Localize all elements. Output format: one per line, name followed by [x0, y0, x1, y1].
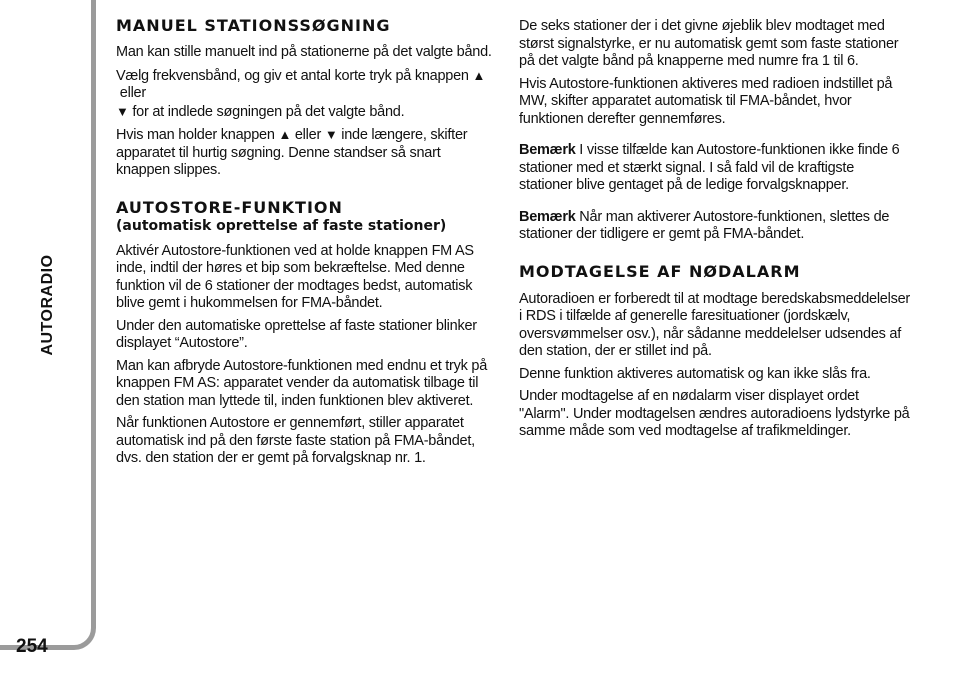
down-arrow-icon: ▼ [324, 127, 338, 142]
note-2: Bemærk Når man aktiverer Autostore-funktionen, slettes de stationer der tidligere er gemt på FMA-båndet. [519, 208, 890, 242]
manual-paragraph-2: Vælg frekvensbånd, og giv et antal korte tryk på knappen ▲ eller ▼ for at indlede søgningen på det valgte bånd. [116, 67, 486, 120]
autostore-paragraph-1: Aktivér Autostore-funktionen ved at holde knappen FM AS inde, indtil der høres et bip som bekræftelse. Med denne funktion vil de 6 stationer der modtages bedst, automatisk blive gemt i hukommelsen for FMA-båndet. [116, 242, 474, 311]
manual-paragraph-1: Man kan stille manuelt ind på stationerne på det valgte bånd. [116, 44, 492, 60]
alarm-paragraph-1: Autoradioen er forberedt til at modtage beredskabsmeddelelser i RDS i tilfælde af generelle faresituationer (jordskælv, oversvømmelser osv.), når sådanne meddelelser udsendes af den station, der er stillet ind på. [519, 290, 910, 359]
note-label: Bemærk [519, 208, 576, 225]
up-arrow-icon: ▲ [278, 127, 292, 142]
autostore-subheading: (automatisk oprettelse af faste stationer) [116, 217, 447, 234]
manual-search-heading: MANUEL STATIONSSØGNING [116, 16, 391, 35]
note-1: Bemærk I visse tilfælde kan Autostore-funktionen ikke finde 6 stationer med et stærkt signal. I så fald vil de kraftigste stationer blive gentaget på de ledige forvalgsknapper. [519, 142, 900, 193]
note-label: Bemærk [519, 142, 576, 158]
page-number: 254 [16, 636, 48, 657]
right-column [519, 18, 911, 446]
manual-paragraph-3: Hvis man holder knappen ▲ eller ▼ inde længere, skifter apparatet til hurtig søgning. Denne standser så snart knappen slippes. [116, 127, 468, 178]
up-arrow-icon: ▲ [472, 67, 486, 83]
autostore-paragraph-3: Man kan afbryde Autostore-funktionen med endnu et tryk på knappen FM AS: apparatet vender da automatisk tilbage til den station man lyttede til, inden funktionen blev aktiveret. [116, 357, 488, 409]
autostore-paragraph-2: Under den automatiske oprettelse af faste stationer blinker displayet “Autostore”. [116, 317, 477, 351]
alarm-paragraph-2: Denne funktion aktiveres automatisk og kan ikke slås fra. [519, 365, 871, 382]
alarm-paragraph-3: Under modtagelse af en nødalarm viser displayet ordet "Alarm". Under modtagelsen ændres autoradioens lydstyrke på samme måde som ved modtagelse af trafikmeldinger. [519, 388, 910, 439]
autostore-heading: AUTOSTORE-FUNKTION [116, 197, 343, 217]
sidebar-frame [0, 0, 96, 650]
down-arrow-icon: ▼ [116, 103, 129, 119]
right-paragraph-1: De seks stationer der i det givne øjeblik blev modtaget med størst signalstyrke, er nu automatisk gemt som faste stationer på det valgte bånd på knapperne med numre fra 1 til 6. [519, 18, 899, 69]
section-label: AUTORADIO [39, 254, 56, 356]
autostore-paragraph-4: Når funktionen Autostore er gennemført, stiller apparatet automatisk ind på den første faste station på FMA-båndet, dvs. den station der er gemt på forvalgsknap nr. 1. [116, 415, 475, 466]
left-column [116, 16, 498, 473]
emergency-alarm-heading: MODTAGELSE AF NØDALARM [519, 261, 801, 281]
right-paragraph-2: Hvis Autostore-funktionen aktiveres med radioen indstillet på MW, skifter apparatet automatisk til FMA-båndet, hvor funktionen derefter gennemføres. [519, 75, 893, 127]
